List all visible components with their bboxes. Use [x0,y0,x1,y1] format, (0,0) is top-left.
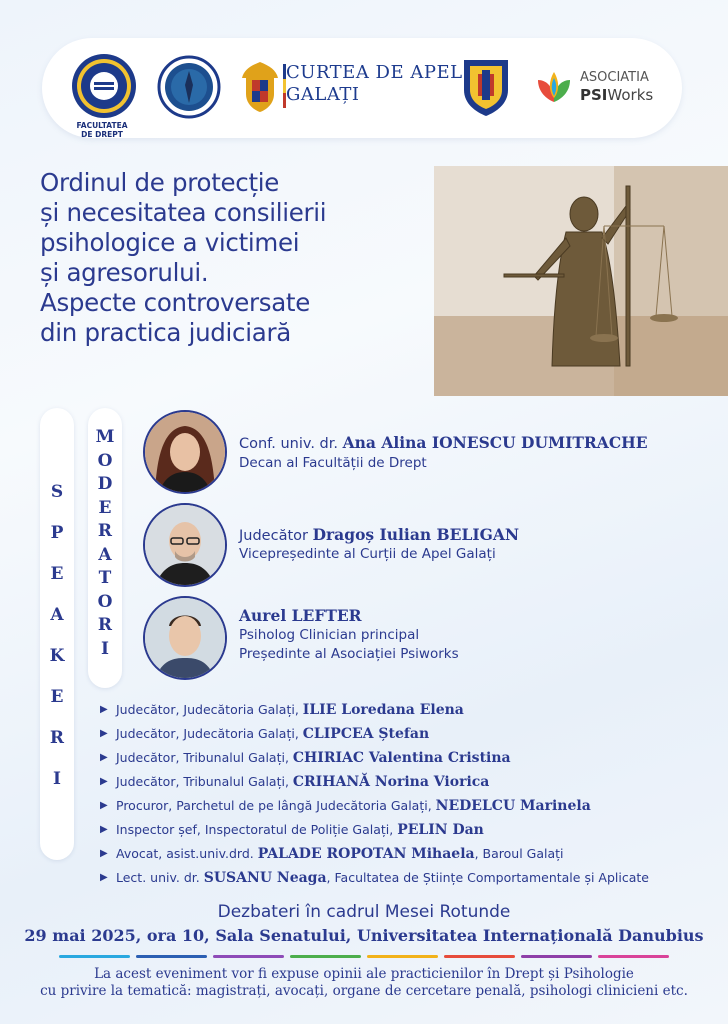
speaker-name: CHIRIAC Valentina Cristina [292,750,511,766]
danubius-university-logo [70,52,138,120]
speakers-letter: K [49,646,65,666]
speaker-affiliation: Inspector șef, Inspectoratul de Poliție Galați, [116,822,398,837]
speaker-affiliation-suffix: , Baroul Galați [474,846,564,861]
speaker-item [100,866,720,890]
speaker-item [100,770,720,794]
speaker-name: NEDELCU Marinela [435,798,591,814]
color-stripe [598,955,669,958]
page-title: Ordinul de protecție și necesitatea consilierii psihologice a victimei și agresorului. Aspecte controversate din practica judiciară [40,168,327,347]
moderator-2-role: Vicepreședinte al Curții de Apel Galați [239,546,496,562]
moderator-3-role-2: Președinte al Asociației Psiworks [239,646,459,662]
speaker-item [100,746,720,770]
speaker-affiliation: Avocat, asist.univ.drd. [116,846,258,861]
color-stripe [444,955,515,958]
event-title: Dezbateri în cadrul Mesei Rotunde [217,902,511,922]
speakers-list [100,698,720,890]
moderators-letter: O [97,591,113,612]
lady-justice-icon [434,166,728,396]
speakers-letter: E [50,564,64,584]
moderators-letter: I [101,638,109,659]
speaker-item [100,722,720,746]
color-stripe [136,955,207,958]
moderator-1-name: Conf. univ. dr. Ana Alina IONESCU DUMITRACHE [239,433,648,452]
moderators-letter: D [97,474,113,494]
faculty-seal-logo [157,55,221,119]
psiworks-logo-icon [534,66,574,106]
bullet-arrow-icon: ▶ [100,848,108,859]
moderator-3-role: Psiholog Clinician principal [239,627,420,643]
speaker-item [100,698,720,722]
bullet-arrow-icon: ▶ [100,824,108,835]
romania-coat-of-arms-icon [240,60,280,114]
speaker-name: PALADE ROPOTAN Mihaela [257,846,475,862]
speaker-affiliation: Judecător, Judecătoria Galați, [116,726,303,741]
association-label: ASOCIATIA [580,70,649,85]
avatar-moderator-2 [143,503,227,587]
moderators-letter: T [98,568,112,588]
moderator-2-name: Judecător Dragoș Iulian BELIGAN [239,525,520,544]
court-name: CURTEA DE APEL GALAȚI [286,62,463,105]
moderators-letter: E [98,497,112,518]
association-name: PSIWorks [580,86,654,104]
bullet-arrow-icon: ▶ [100,728,108,739]
bullet-arrow-icon: ▶ [100,752,108,763]
speakers-vertical-label [40,408,74,860]
color-stripe [521,955,592,958]
speaker-name: CLIPCEA Ștefan [302,726,430,742]
moderators-letter: M [95,427,115,447]
speakers-letter: A [50,605,64,625]
speaker-affiliation: Lect. univ. dr. [116,870,204,885]
moderators-letter: R [97,521,113,541]
speaker-name: CRIHANĂ Norina Viorica [292,774,490,790]
color-stripe [59,955,130,958]
speaker-name: PELIN Dan [397,822,484,838]
speaker-name: ILIE Loredana Elena [302,702,464,718]
bullet-arrow-icon: ▶ [100,872,108,883]
moderators-letter: O [97,450,113,471]
lady-justice-photo [434,166,728,396]
speaker-name: SUSANU Neaga [203,870,327,886]
moderators-letter: R [97,615,113,635]
bullet-arrow-icon: ▶ [100,704,108,715]
speaker-item [100,818,720,842]
speaker-affiliation: Judecător, Tribunalul Galați, [116,774,293,789]
speakers-letter: E [50,687,64,707]
speaker-affiliation: Judecător, Judecătoria Galați, [116,702,303,717]
color-stripe [290,955,361,958]
event-details: 29 mai 2025, ora 10, Sala Senatului, Universitatea Internațională Danubius [24,926,704,945]
moderator-1-role: Decan al Facultății de Drept [239,455,427,471]
speaker-item [100,842,720,866]
speaker-affiliation-suffix: , Facultatea de Științe Comportamentale și Aplicate [326,870,649,885]
avatar-moderator-1 [143,410,227,494]
speakers-letter: R [49,728,65,748]
police-inspectorate-logo [460,54,512,118]
speaker-affiliation: Procuror, Parchetul de pe lângă Judecătoria Galați, [116,798,436,813]
faculty-label: FACULTATEA DE DREPT [76,121,128,139]
speakers-letter: S [50,482,64,502]
avatar-moderator-3 [143,596,227,680]
speaker-item [100,794,720,818]
speakers-letter: P [50,523,64,543]
footer-note: La acest eveniment vor fi expuse opinii ale practicienilor în Drept și Psihologie cu privire la tematică: magistrați, avocați, organe de cercetare penală, psihologi clinicieni etc. [40,966,688,999]
color-stripe [367,955,438,958]
speaker-affiliation: Judecător, Tribunalul Galați, [116,750,293,765]
color-stripe [213,955,284,958]
moderator-3-name: Aurel LEFTER [239,606,362,625]
moderators-letter: A [98,544,112,565]
speakers-letter: I [53,769,61,789]
bullet-arrow-icon: ▶ [100,800,108,811]
bullet-arrow-icon: ▶ [100,776,108,787]
color-stripes [56,955,672,959]
